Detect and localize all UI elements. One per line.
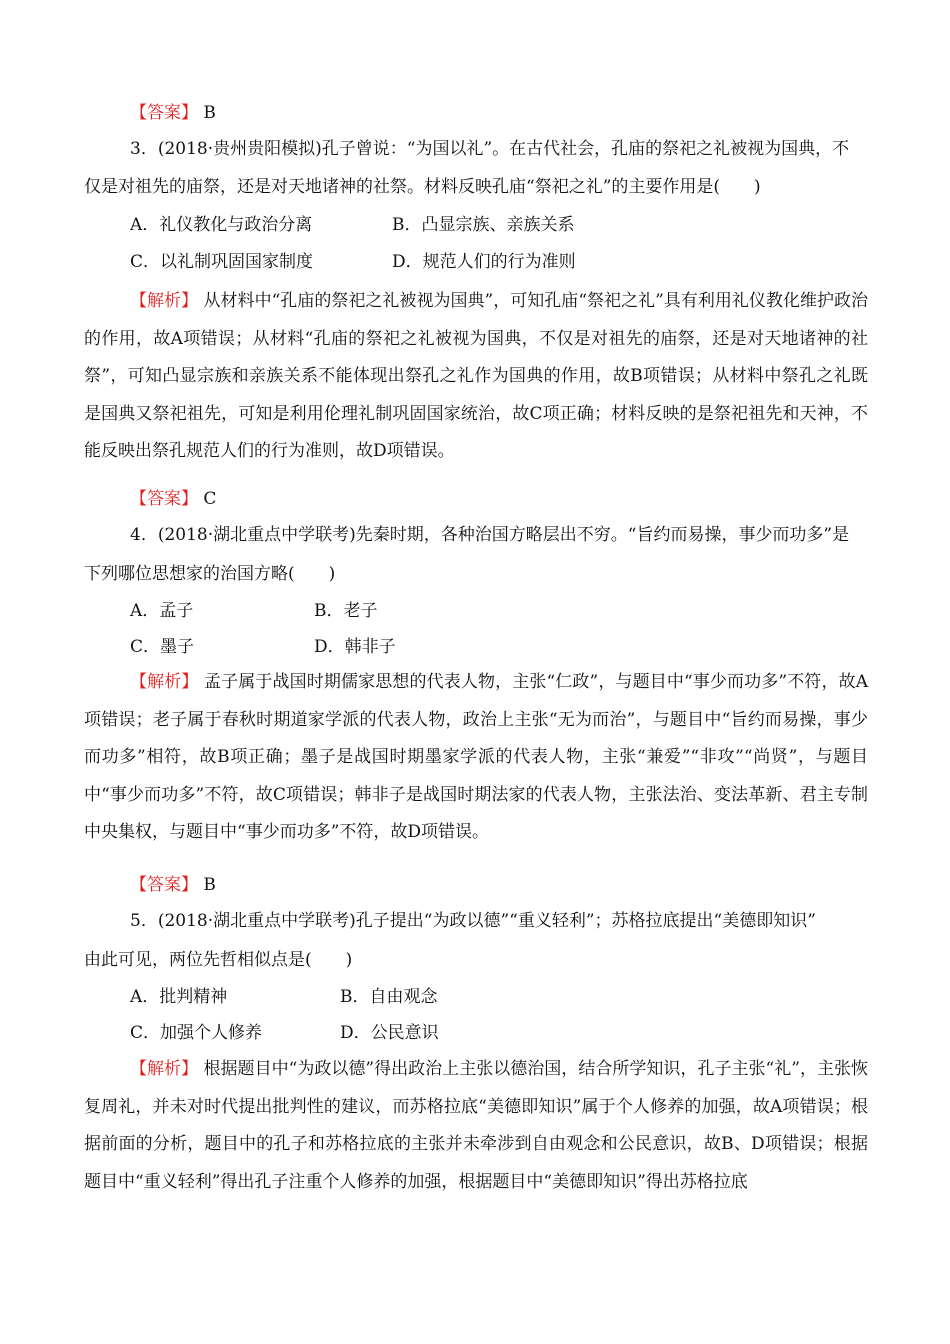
question-stem: 下列哪位思想家的治国方略( )	[84, 564, 336, 584]
question-stem: 由此可见，两位先哲相似点是( )	[84, 950, 353, 970]
analysis-paragraph	[84, 1051, 868, 1201]
analysis-label: 【解析】	[130, 291, 199, 311]
question-stem: 5．(2018·湖北重点中学联考)孔子提出“为政以德”“重义轻利”；苏格拉底提出“美德即知识”	[130, 911, 816, 931]
option-c: C．加强个人修养	[130, 1023, 263, 1043]
answer-value: B	[203, 103, 216, 123]
answer-label: 【答案】	[130, 875, 198, 895]
analysis-paragraph	[84, 664, 868, 852]
option-a: A．礼仪教化与政治分离	[130, 215, 313, 235]
option-d: D．公民意识	[340, 1023, 439, 1043]
option-b: B．自由观念	[340, 987, 438, 1007]
option-b: B．老子	[314, 601, 378, 621]
answer-label: 【答案】	[130, 489, 198, 509]
answer-line	[130, 102, 216, 124]
option-a: A．批判精神	[130, 987, 228, 1007]
question-stem: 4．(2018·湖北重点中学联考)先秦时期，各种治国方略层出不穷。“旨约而易操，事少而功多”是	[130, 525, 850, 545]
answer-value: C	[203, 489, 217, 509]
analysis-label: 【解析】	[130, 672, 199, 692]
question-stem: 3．(2018·贵州贵阳模拟)孔子曾说：“为国以礼”。在古代社会，孔庙的祭祀之礼被视为国典，不	[130, 139, 850, 159]
answer-line	[130, 488, 216, 510]
answer-label: 【答案】	[130, 103, 198, 123]
analysis-text: 孟子属于战国时期儒家思想的代表人物，主张“仁政”，与题目中“事少而功多”不符，故A项错误；老子属于春秋时期道家学派的代表人物，政治上主张“无为而治”，与题目中“旨约而易操，事少而功多”相符，故B项正确；墨子是战国时期墨家学派的代表人物，主张“兼爱”“非攻”“尚贤”，与题目中“事少而功多”不符，故C项错误；韩非子是战国时期法家的代表人物，主张法治、变法革新、君主专制中央集权，与题目中“事少而功多”不符，故D项错误。	[84, 672, 869, 843]
analysis-text: 根据题目中“为政以德”得出政治上主张以德治国，结合所学知识，孔子主张“礼”，主张恢复周礼，并未对时代提出批判性的建议，而苏格拉底“美德即知识”属于个人修养的加强，故A项错误；根据前面的分析，题目中的孔子和苏格拉底的主张并未牵涉到自由观念和公民意识，故B、D项错误；根据题目中“重义轻利”得出孔子注重个人修养的加强，根据题目中“美德即知识”得出苏格拉底	[84, 1059, 869, 1192]
option-c: C．墨子	[130, 637, 195, 657]
analysis-label: 【解析】	[130, 1059, 199, 1079]
option-c: C．以礼制巩固国家制度	[130, 252, 314, 272]
option-a: A．孟子	[130, 601, 194, 621]
analysis-paragraph	[84, 283, 868, 471]
answer-value: B	[203, 875, 216, 895]
option-b: B．凸显宗族、亲族关系	[392, 215, 575, 235]
option-d: D．韩非子	[314, 637, 396, 657]
answer-line	[130, 874, 216, 896]
analysis-text: 从材料中“孔庙的祭祀之礼被视为国典”，可知孔庙“祭祀之礼”具有利用礼仪教化维护政治的作用，故A项错误；从材料“孔庙的祭祀之礼被视为国典，不仅是对祖先的庙祭，还是对天地诸神的社祭”，可知凸显宗族和亲族关系不能体现出祭孔之礼作为国典的作用，故B项错误；从材料中祭孔之礼既是国典又祭祀祖先，可知是利用伦理礼制巩固国家统治，故C项正确；材料反映的是祭祀祖先和天神，不能反映出祭孔规范人们的行为准则，故D项错误。	[84, 291, 869, 462]
option-d: D．规范人们的行为准则	[392, 252, 576, 272]
question-stem: 仅是对祖先的庙祭，还是对天地诸神的社祭。材料反映孔庙“祭祀之礼”的主要作用是( )	[84, 177, 761, 197]
